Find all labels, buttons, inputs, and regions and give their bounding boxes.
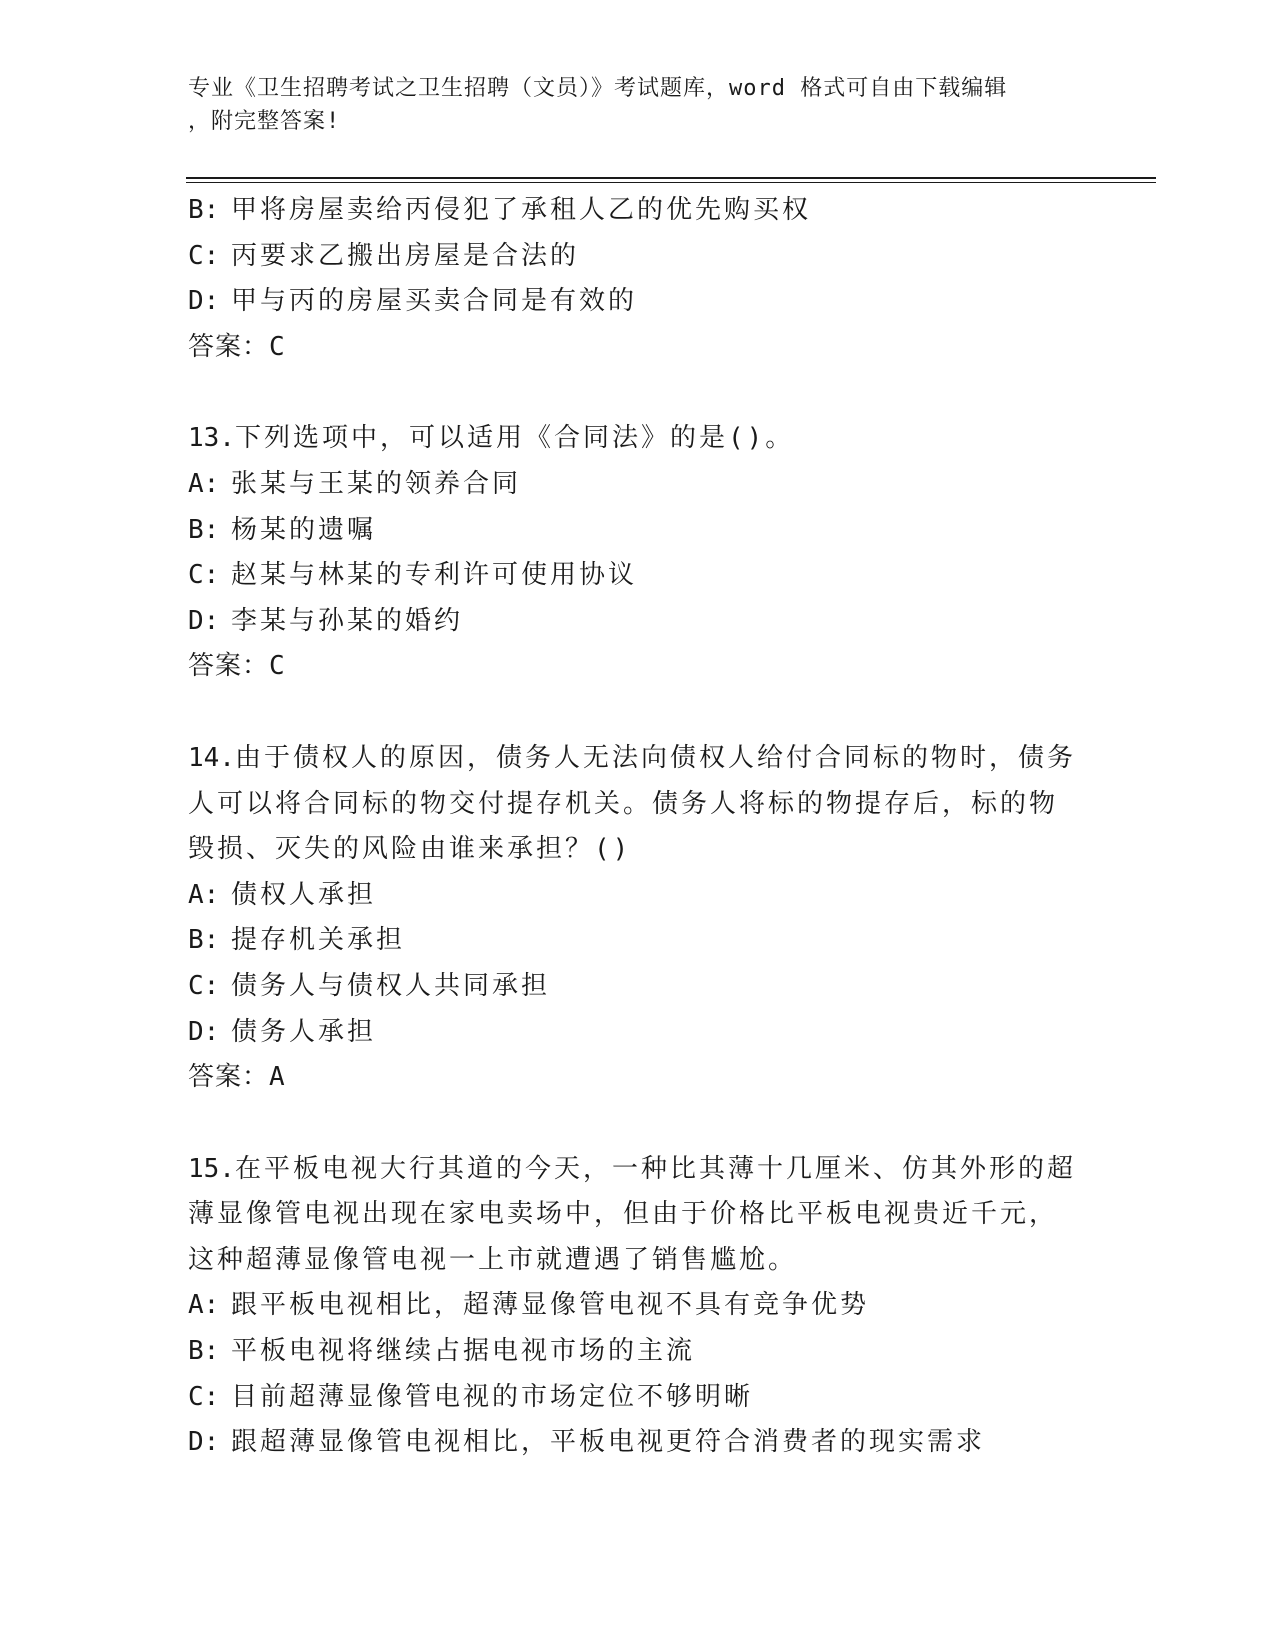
question-stem-line: 人可以将合同标的物交付提存机关。债务人将标的物提存后，标的物 <box>188 788 1059 819</box>
option-b: B: 甲将房屋卖给丙侵犯了承租人乙的优先购买权 <box>188 195 812 225</box>
option-d: D: 债务人承担 <box>188 1016 377 1047</box>
header-divider-thick <box>186 177 1156 179</box>
option-c: C: 目前超薄显像管电视的市场定位不够明晰 <box>188 1381 754 1412</box>
question-number: 13. <box>188 423 235 454</box>
option-a: A: 跟平板电视相比，超薄显像管电视不具有竞争优势 <box>188 1290 870 1321</box>
option-d: D: 跟超薄显像管电视相比，平板电视更符合消费者的现实需求 <box>188 1427 986 1458</box>
question-stem-line: 薄显像管电视出现在家电卖场中，但由于价格比平板电视贵近千元， <box>188 1199 1059 1230</box>
question-stem-line: 这种超薄显像管电视一上市就遭遇了销售尴尬。 <box>188 1244 798 1275</box>
header-line-2: ，附完整答案! <box>188 109 341 134</box>
option-b: B: 平板电视将继续占据电视市场的主流 <box>188 1336 696 1367</box>
question-stem: 14.由于债权人的原因，债务人无法向债权人给付合同标的物时，债务 <box>188 742 1076 773</box>
header-divider <box>186 177 1156 183</box>
answer-line: 答案：C <box>188 651 286 682</box>
option-a: A: 张某与王某的领养合同 <box>188 468 522 499</box>
option-c: C: 丙要求乙搬出房屋是合法的 <box>188 240 580 271</box>
question-stem: 13.下列选项中，可以适用《合同法》的是()。 <box>188 423 795 454</box>
question-content <box>188 188 1088 1466</box>
header-line-1: 专业《卫生招聘考试之卫生招聘（文员）》考试题库，word 格式可自由下载编辑 <box>188 76 1008 101</box>
answer-line: 答案：C <box>188 331 286 362</box>
option-d: D: 甲与丙的房屋买卖合同是有效的 <box>188 286 638 317</box>
option-a: A: 债权人承担 <box>188 879 377 910</box>
question-stem-line: 毁损、灭失的风险由谁来承担？() <box>188 834 632 865</box>
question-13 <box>188 416 1088 690</box>
question-15 <box>188 1147 1088 1466</box>
answer-line: 答案：A <box>188 1062 286 1093</box>
question-14 <box>188 736 1088 1101</box>
option-b: B: 杨某的遗嘱 <box>188 514 377 545</box>
question-number: 15. <box>188 1153 235 1184</box>
document-header <box>188 72 1068 138</box>
option-c: C: 债务人与债权人共同承担 <box>188 970 551 1001</box>
header-divider-thin <box>186 182 1156 183</box>
option-b: B: 提存机关承担 <box>188 925 406 956</box>
question-number: 14. <box>188 742 235 773</box>
option-c: C: 赵某与林某的专利许可使用协议 <box>188 560 638 591</box>
question-12-tail <box>188 188 1088 370</box>
question-stem: 15.在平板电视大行其道的今天，一种比其薄十几厘米、仿其外形的超 <box>188 1153 1076 1184</box>
option-d: D: 李某与孙某的婚约 <box>188 605 464 636</box>
